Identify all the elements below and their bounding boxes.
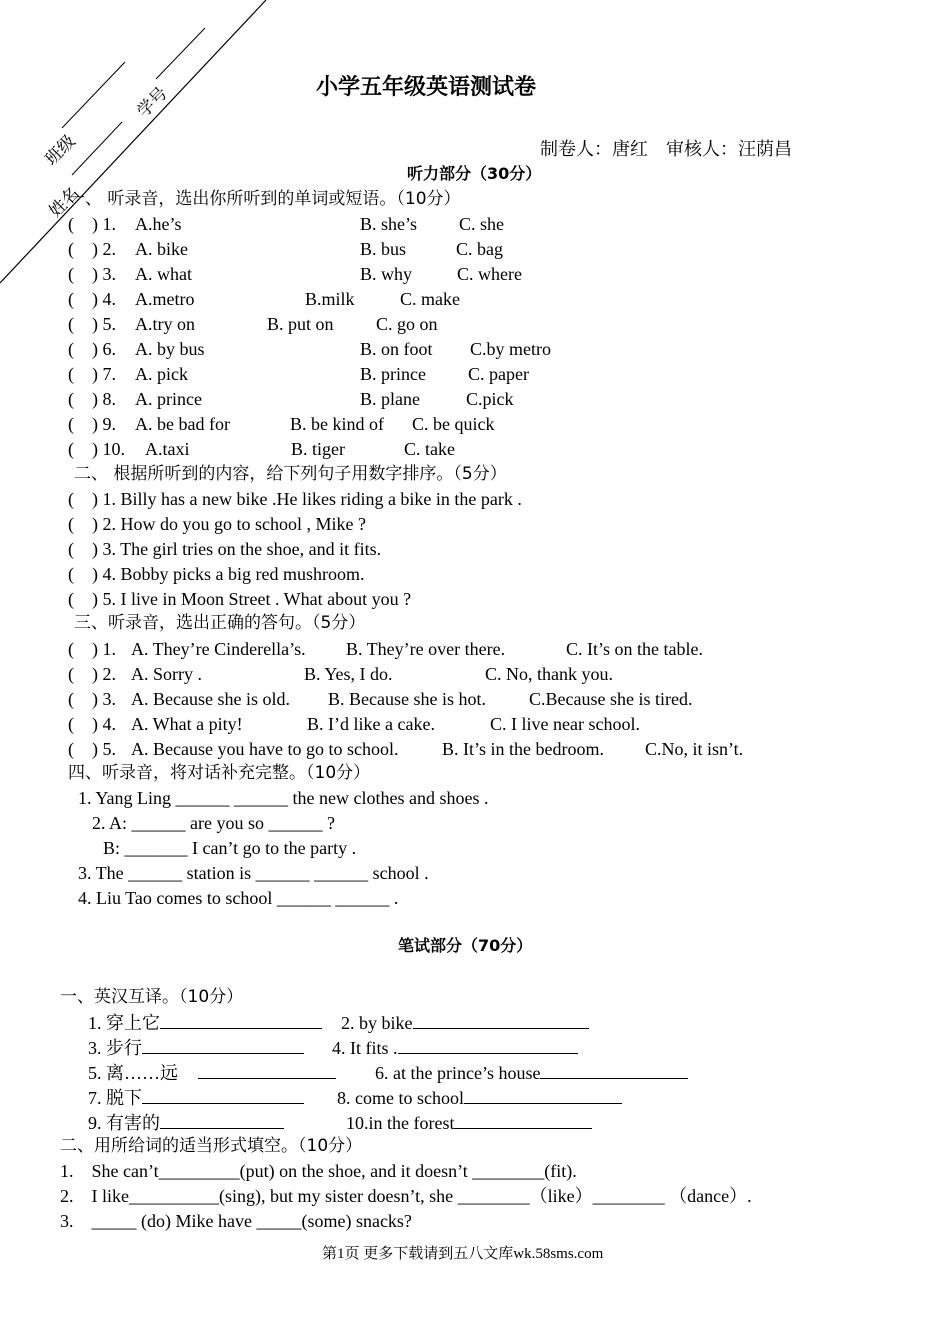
ordering-item: ( ) 5. I live in Moon Street . What about you ? — [68, 589, 412, 609]
option-a: A. Because you have to go to school. — [131, 739, 399, 759]
authors-line: 制卷人：唐红 审核人：汪荫昌 — [540, 139, 792, 160]
question-number: ( ) 5. — [68, 739, 116, 759]
class-blank — [62, 62, 125, 128]
option-a: A. Because she is old. — [131, 689, 290, 709]
option-c: C.Because she is tired. — [529, 689, 693, 709]
question-number: ( ) 10. — [68, 439, 125, 459]
option-c: C. paper — [468, 364, 529, 384]
listening-section4-title: 四、听录音，将对话补充完整。（10分） — [68, 763, 371, 783]
option-b: B. They’re over there. — [346, 639, 506, 659]
number-blank — [156, 28, 205, 79]
option-c: C.No, it isn’t. — [645, 739, 744, 759]
option-b: B. It’s in the bedroom. — [442, 739, 604, 759]
option-c: C. she — [459, 214, 504, 234]
listening-heading: 听力部分（30分） — [407, 164, 542, 183]
question-number: ( ) 3. — [68, 264, 116, 284]
ordering-item: ( ) 3. The girl tries on the shoe, and it fits. — [68, 539, 382, 559]
question-number: ( ) 8. — [68, 389, 116, 409]
option-c: C. take — [404, 439, 455, 459]
dialogue-item: 4. Liu Tao comes to school ______ ______ . — [78, 888, 399, 908]
question-number: ( ) 9. — [68, 414, 116, 434]
translation-left: 3. 步行 — [88, 1037, 304, 1058]
option-a: A. They’re Cinderella’s. — [131, 639, 306, 659]
option-b: B. prince — [360, 364, 426, 384]
ordering-item: ( ) 4. Bobby picks a big red mushroom. — [68, 564, 365, 584]
option-c: C. No, thank you. — [485, 664, 613, 684]
option-b: B. I’d like a cake. — [307, 714, 435, 734]
option-a: A. prince — [135, 389, 202, 409]
option-a: A.taxi — [145, 439, 190, 459]
option-c: C. where — [457, 264, 522, 284]
option-c: C. make — [400, 289, 460, 309]
question-number: ( ) 5. — [68, 314, 116, 334]
option-b: B. Yes, I do. — [304, 664, 393, 684]
fill-in-item: 1. She can’t_________(put) on the shoe, and it doesn’t ________(fit). — [60, 1161, 577, 1181]
dialogue-item: 3. The ______ station is ______ ______ school . — [78, 863, 429, 883]
question-number: ( ) 4. — [68, 289, 116, 309]
question-number: ( ) 4. — [68, 714, 116, 734]
listening-section2-title: 二、 根据所听到的内容，给下列句子用数字排序。（5分） — [74, 464, 507, 484]
option-b: B. tiger — [291, 439, 345, 459]
option-a: A. Sorry . — [131, 664, 202, 684]
number-label: 学号 — [133, 83, 172, 122]
option-a: A.he’s — [135, 214, 182, 234]
class-label: 班级 — [41, 131, 80, 170]
translation-right: 8. come to school — [337, 1087, 622, 1108]
fill-in-item: 3. _____ (do) Mike have _____(some) snacks? — [60, 1211, 412, 1231]
dialogue-item: B: _______ I can’t go to the party . — [103, 838, 357, 858]
option-c: C. bag — [456, 239, 503, 259]
translation-left: 7. 脱下 — [88, 1087, 304, 1108]
option-b: B. be kind of — [290, 414, 384, 434]
dialogue-item: 2. A: ______ are you so ______ ? — [92, 813, 335, 833]
translation-right: 10.in the forest — [346, 1112, 592, 1133]
option-b: B. on foot — [360, 339, 433, 359]
listening-section1-title: 一、 听录音，选出你所听到的单词或短语。（10分） — [68, 189, 461, 209]
option-c: C. be quick — [412, 414, 495, 434]
option-c: C. go on — [376, 314, 438, 334]
option-b: B. why — [360, 264, 413, 284]
option-b: B. put on — [267, 314, 334, 334]
translation-right: 6. at the prince’s house — [375, 1062, 688, 1083]
name-label: 姓名 — [45, 183, 84, 222]
written-section2-title: 二、用所给词的适当形式填空。（10分） — [60, 1136, 363, 1156]
option-a: A.try on — [135, 314, 195, 334]
page-title: 小学五年级英语测试卷 — [316, 75, 537, 100]
question-number: ( ) 1. — [68, 639, 116, 659]
option-a: A. what — [135, 264, 192, 284]
translation-right: 4. It fits . — [332, 1037, 578, 1058]
option-c: C.pick — [466, 389, 514, 409]
translation-right: 2. by bike — [341, 1012, 589, 1033]
ordering-item: ( ) 2. How do you go to school , Mike ? — [68, 514, 366, 534]
option-b: B. she’s — [360, 214, 418, 234]
question-number: ( ) 7. — [68, 364, 116, 384]
option-b: B.milk — [305, 289, 355, 309]
question-number: ( ) 3. — [68, 689, 116, 709]
written-heading: 笔试部分（70分） — [398, 936, 533, 955]
option-a: A. bike — [135, 239, 188, 259]
option-c: C. I live near school. — [490, 714, 640, 734]
option-b: B. Because she is hot. — [328, 689, 486, 709]
option-a: A. by bus — [135, 339, 205, 359]
option-b: B. plane — [360, 389, 420, 409]
option-a: A. be bad for — [135, 414, 230, 434]
ordering-item: ( ) 1. Billy has a new bike .He likes riding a bike in the park . — [68, 489, 522, 509]
question-number: ( ) 2. — [68, 664, 116, 684]
translation-left: 9. 有害的 — [88, 1112, 284, 1133]
option-a: A.metro — [135, 289, 195, 309]
listening-section3-title: 三、听录音，选出正确的答句。（5分） — [74, 613, 366, 633]
translation-left: 1. 穿上它 — [88, 1012, 322, 1033]
binding-cut-line — [0, 0, 266, 283]
option-a: A. What a pity! — [131, 714, 243, 734]
name-blank — [72, 122, 122, 175]
dialogue-item: 1. Yang Ling ______ ______ the new clothes and shoes . — [78, 788, 489, 808]
question-number: ( ) 2. — [68, 239, 116, 259]
option-a: A. pick — [135, 364, 188, 384]
written-section1-title: 一、英汉互译。（10分） — [60, 987, 244, 1007]
page-footer: 第1页 更多下载请到五八文库wk.58sms.com — [322, 1246, 604, 1262]
question-number: ( ) 1. — [68, 214, 116, 234]
option-b: B. bus — [360, 239, 407, 259]
translation-left: 5. 离……远 — [88, 1062, 336, 1083]
option-c: C.by metro — [470, 339, 551, 359]
option-c: C. It’s on the table. — [566, 639, 703, 659]
question-number: ( ) 6. — [68, 339, 116, 359]
fill-in-item: 2. I like__________(sing), but my sister doesn’t, she ________（like）________ （dance）. — [60, 1186, 752, 1206]
